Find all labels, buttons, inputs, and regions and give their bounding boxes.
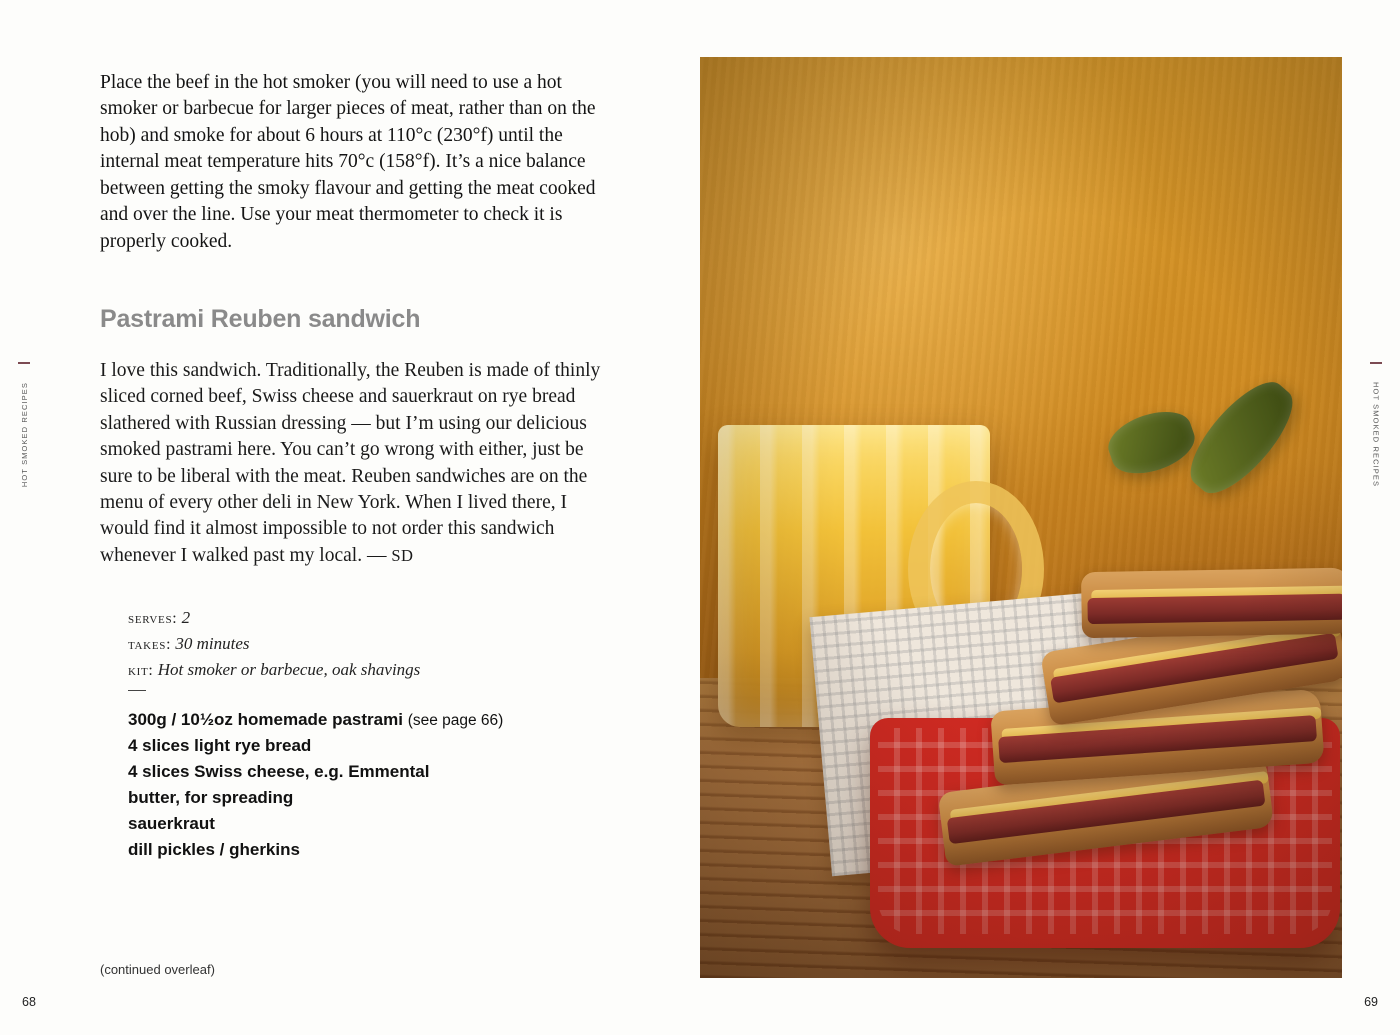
meta-value-serves: 2 [181,608,191,628]
pastrami-layer [1087,594,1342,624]
ingredient-note: (see page 66) [407,712,504,730]
list-item [128,759,605,785]
recipe-intro [100,358,605,569]
meta-divider [128,690,146,691]
meta-label-takes: takes: [128,636,172,654]
page-title: Pastrami Reuben sandwich [100,304,421,333]
meta-row-takes [128,631,605,657]
sandwich-stack [896,488,1342,868]
folio-right: 69 [1364,995,1378,1009]
meta-label-kit: kit: [128,661,154,679]
ingredient-text: 4 slices Swiss cheese, e.g. Emmental [128,762,430,782]
author-initials: SD [391,545,414,565]
running-head-right [1368,362,1384,507]
ingredient-text: butter, for spreading [128,787,294,807]
list-item [128,785,605,811]
continued-note: (continued overleaf) [100,962,215,977]
list-item [128,707,605,733]
right-page [700,0,1400,1035]
running-head-right-label: HOT SMOKED RECIPES [1371,381,1381,488]
recipe-intro-text: I love this sandwich. Traditionally, the Reuben is made of thinly sliced corned beef, Swiss cheese and sauerkraut on rye bread slathered with Russian dressing — but I’m using our delicious smoked pastrami here. You can’t go wrong with either, just be sure to be liberal with the meat. Reuben sandwiches are on the menu of every other deli in New York. When I lived there, I would find it almost impossible to not order this sandwich whenever I walked past my local. — [100,359,601,566]
running-head-left-label: HOT SMOKED RECIPES [19,381,29,488]
meta-value-takes: 30 minutes [175,634,250,654]
edge-rule-right [1370,362,1382,364]
ingredient-text: 4 slices light rye bread [128,736,312,756]
opening-paragraph: Place the beef in the hot smoker (you will need to use a hot smoker or barbecue for larger pieces of meat, rather than on the hob) and smoke for about 6 hours at 110°c (230°f) until the internal meat temperature hits 70°c (158°f). It’s a nice balance between getting the smoky flavour and getting the meat cooked and over the line. Use your meat thermometer to check it is properly cooked. [100,72,596,252]
ingredient-text: dill pickles / gherkins [128,839,300,859]
list-item [128,811,605,837]
ingredient-list [128,707,605,862]
recipe-meta [128,605,605,691]
meta-value-kit: Hot smoker or barbecue, oak shavings [157,659,421,679]
folio-left: 68 [22,995,36,1009]
list-item [128,733,605,759]
list-item [128,837,605,863]
sandwich-half [1081,568,1342,639]
meta-row-kit [128,657,605,683]
meta-label-serves: serves: [128,610,178,628]
recipe-photo [700,57,1342,978]
ingredient-text: 300g / 10½oz homemade pastrami [128,710,403,730]
ingredient-text: sauerkraut [128,813,215,833]
meta-row-serves [128,605,605,631]
